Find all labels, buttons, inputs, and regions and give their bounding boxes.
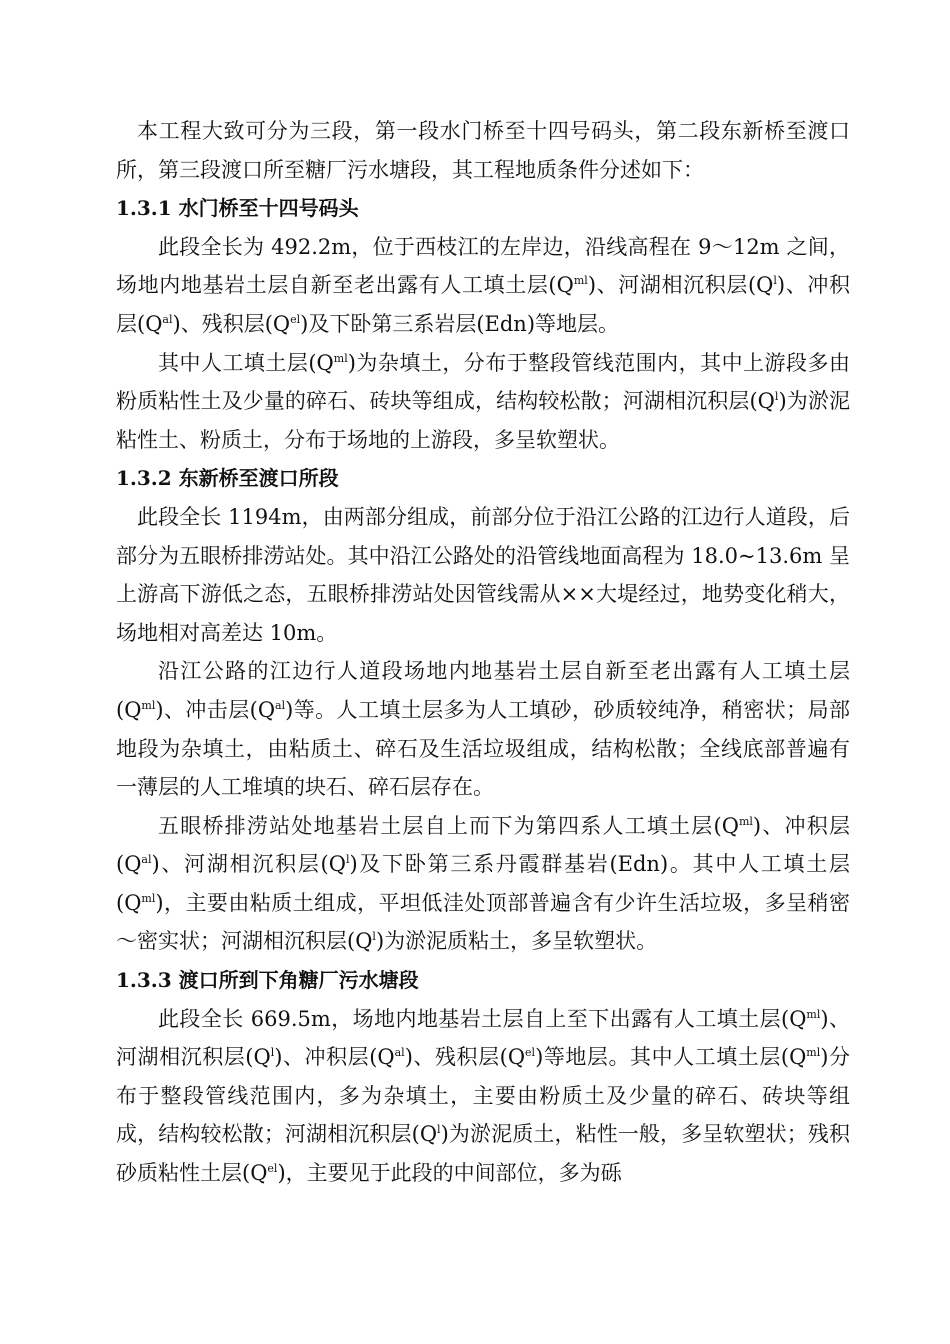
section-heading-1-3-3: 1.3.3 渡口所到下角糖厂污水塘段: [116, 968, 419, 993]
section-1-3-3-paragraph-1: [116, 1000, 850, 1193]
superscript: el: [525, 1046, 536, 1060]
text-run: )，主要由粘质土组成，平坦低洼处顶部普遍含有少许生活垃圾，多呈稍密～密实状；河湖相沉积层(Q: [116, 890, 850, 954]
text-run: )为淤泥粘性土、粉质土，分布于场地的上游段，多呈软塑状。: [116, 389, 850, 452]
text-run: )、残积层(Q: [404, 1045, 526, 1070]
text-run: 沿江公路的江边行人道段场地内地基岩土层自新至老出露有人工填土层(Q: [116, 659, 850, 722]
text-run: )为淤泥质土，粘性一般，多呈软塑状；残积砂质粘性土层(Q: [116, 1122, 850, 1186]
superscript: l: [774, 390, 779, 404]
superscript: ml: [738, 814, 753, 828]
text-run: 此段全长 669.5m，场地内地基岩土层自上至下出露有人工填土层(Q: [158, 1006, 807, 1031]
text-run: )等地层。其中人工填土层(Q: [535, 1045, 807, 1070]
superscript: al: [275, 698, 286, 712]
section-1-3-2-paragraph-1: [116, 498, 850, 652]
superscript: ml: [806, 1046, 821, 1060]
text-run: )为淤泥质粘土，多呈软塑状。: [375, 929, 658, 954]
superscript: ml: [806, 1007, 821, 1021]
text-run: )、河湖相沉积层(Q: [587, 273, 774, 298]
text-run: 此段全长为 492.2m，位于西枝江的左岸边，沿线高程在 9～12m 之间，场地内地基岩土层自新至老出露有人工填土层(Q: [116, 234, 850, 298]
superscript: ml: [141, 891, 156, 905]
superscript: l: [372, 930, 376, 944]
section-1-3-2-paragraph-3: [116, 807, 850, 961]
text-run: 五眼桥排涝站处地基岩土层自上而下为第四系人工填土层(Q: [158, 813, 739, 838]
superscript: ml: [333, 351, 348, 365]
text-run: )及下卧第三系岩层(Edn)等地层。: [300, 311, 620, 336]
superscript: l: [270, 1046, 275, 1060]
intro-paragraph: [116, 112, 850, 189]
superscript: l: [773, 274, 777, 288]
section-heading-1-3-2: 1.3.2 东新桥至渡口所段: [116, 466, 339, 491]
text-run: )、冲积层(Q: [116, 273, 850, 336]
text-run: )等。人工填土层多为人工填砂，砂质较纯净，稍密状；局部地段为杂填土，由粘质土、碎石及生活垃圾组成，结构松散；全线底部普遍有一薄层的人工堆填的块石、碎石层存在。: [116, 697, 850, 800]
superscript: al: [394, 1046, 405, 1060]
text-run: )、残积层(Q: [172, 311, 291, 336]
text-run: )分布于整段管线范围内，多为杂填土，主要由粉质土及少量的碎石、砖块等组成，结构较松散；河湖相沉积层(Q: [116, 1045, 850, 1147]
superscript: l: [437, 1123, 441, 1137]
text-run: )及下卧第三系丹霞群基岩(Edn)。其中人工填土层(Q: [116, 852, 851, 915]
superscript: al: [141, 853, 152, 867]
text-run: )，主要见于此段的中间部位，多为砾: [277, 1161, 622, 1186]
text-run: 其中人工填土层(Q: [158, 350, 334, 375]
superscript: al: [162, 312, 173, 326]
text-run: )、冲积层(Q: [274, 1045, 395, 1070]
text-run: 此段全长 1194m，由两部分组成，前部分位于沿江公路的江边行人道段，后部分为五眼桥排涝站处。其中沿江公路处的沿管线地面高程为 18.0~13.6m 呈上游高下游低之态，五眼桥排涝站处因管线需从××大堤经过，地势变化稍大，场地相对高差达 10m。: [116, 504, 850, 645]
section-1-3-2-paragraph-2: [116, 652, 850, 806]
superscript: el: [267, 1162, 278, 1176]
superscript: ml: [141, 698, 156, 712]
superscript: ml: [573, 274, 588, 288]
text-run: )、河湖相沉积层(Q: [116, 1006, 850, 1070]
superscript: el: [290, 312, 301, 326]
section-1-3-1-paragraph-2: [116, 344, 850, 460]
text-run: )为杂填土，分布于整段管线范围内，其中上游段多由粉质粘性土及少量的碎石、砖块等组成，结构较松散；河湖相沉积层(Q: [116, 350, 850, 414]
text-run: )、冲击层(Q: [155, 697, 276, 722]
text-run: 本工程大致可分为三段，第一段水门桥至十四号码头，第二段东新桥至渡口所，第三段渡口所至糖厂污水塘段，其工程地质条件分述如下：: [116, 119, 850, 182]
section-1-3-1-paragraph-1: [116, 228, 850, 344]
text-run: )、冲积层(Q: [116, 813, 850, 877]
text-run: )、河湖相沉积层(Q: [151, 852, 346, 877]
superscript: l: [345, 853, 350, 867]
section-heading-1-3-1: 1.3.1 水门桥至十四号码头: [116, 196, 359, 221]
